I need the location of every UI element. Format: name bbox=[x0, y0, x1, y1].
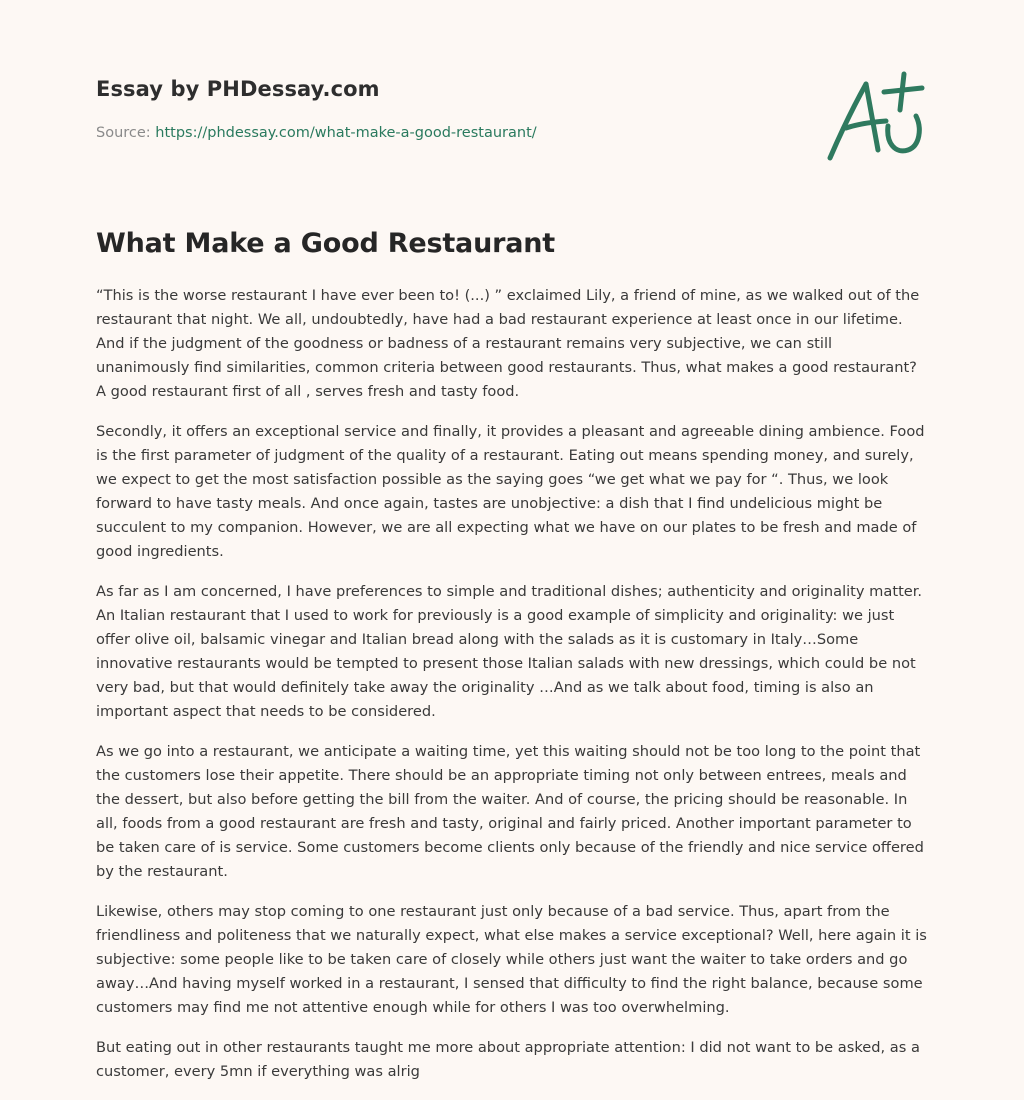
page-header bbox=[96, 72, 856, 143]
essay-paragraph: “This is the worse restaurant I have ever been to! (...) ” exclaimed Lily, a friend of mine, as we walked out of the restaurant that night. We all, undoubtedly, have had a bad restaurant experience at least once in our lifetime. And if the judgment of the goodness or badness of a restaurant remains very subjective, we can still unanimously find similarities, common criteria between good restaurants. Thus, what makes a good restaurant? A good restaurant first of all , serves fresh and tasty food. bbox=[96, 287, 920, 400]
site-title: Essay by PHDessay.com bbox=[96, 77, 380, 101]
essay-paragraph: Secondly, it offers an exceptional service and finally, it provides a pleasant and agreeable dining ambience. Food is the first parameter of judgment of the quality of a restaurant. Eating out means spending money, and surely, we expect to get the most satisfaction possible as the saying goes “we get what we pay for “. Thus, we look forward to have tasty meals. And once again, tastes are unobjective: a dish that I find undelicious might be succulent to my companion. However, we are all expecting what we have on our plates to be fresh and made of good ingredients. bbox=[96, 423, 925, 560]
essay-paragraph: Likewise, others may stop coming to one restaurant just only because of a bad service. Thus, apart from the friendliness and politeness that we naturally expect, what else makes a service exceptional? Well, here again it is subjective: some people like to be taken care of closely while others just want the waiter to take orders and go away…And having myself worked in a restaurant, I sensed that difficulty to find the right balance, because some customers may find me not attentive enough while for others I was too overwhelming. bbox=[96, 903, 927, 1016]
a-plus-logo-icon bbox=[822, 66, 932, 166]
essay-paragraph: As far as I am concerned, I have preferences to simple and traditional dishes; authenticity and originality matter. An Italian restaurant that I used to work for previously is a good example of simplicity and originality: we just offer olive oil, balsamic vinegar and Italian bread along with the salads as it is customary in Italy…Some innovative restaurants would be tempted to present those Italian salads with new dressings, which could be not very bad, but that would definitely take away the originality …And as we talk about food, timing is also an important aspect that needs to be considered. bbox=[96, 583, 923, 720]
essay-title: What Make a Good Restaurant bbox=[96, 228, 555, 259]
essay-paragraph: As we go into a restaurant, we anticipate a waiting time, yet this waiting should not be too long to the point that the customers lose their appetite. There should be an appropriate timing not only between entrees, meals and the dessert, but also before getting the bill from the waiter. And of course, the pricing should be reasonable. In all, foods from a good restaurant are fresh and tasty, original and fairly priced. Another important parameter to be taken care of is service. Some customers become clients only because of the friendly and nice service offered by the restaurant. bbox=[96, 743, 924, 880]
source-line bbox=[96, 123, 856, 143]
essay-body bbox=[96, 284, 930, 1100]
source-label: Source: bbox=[96, 125, 156, 141]
source-link[interactable]: https://phdessay.com/what-make-a-good-restaurant/ bbox=[155, 125, 537, 141]
essay-paragraph: But eating out in other restaurants taught me more about appropriate attention: I did not want to be asked, as a customer, every 5mn if everything was alrig bbox=[96, 1039, 920, 1080]
